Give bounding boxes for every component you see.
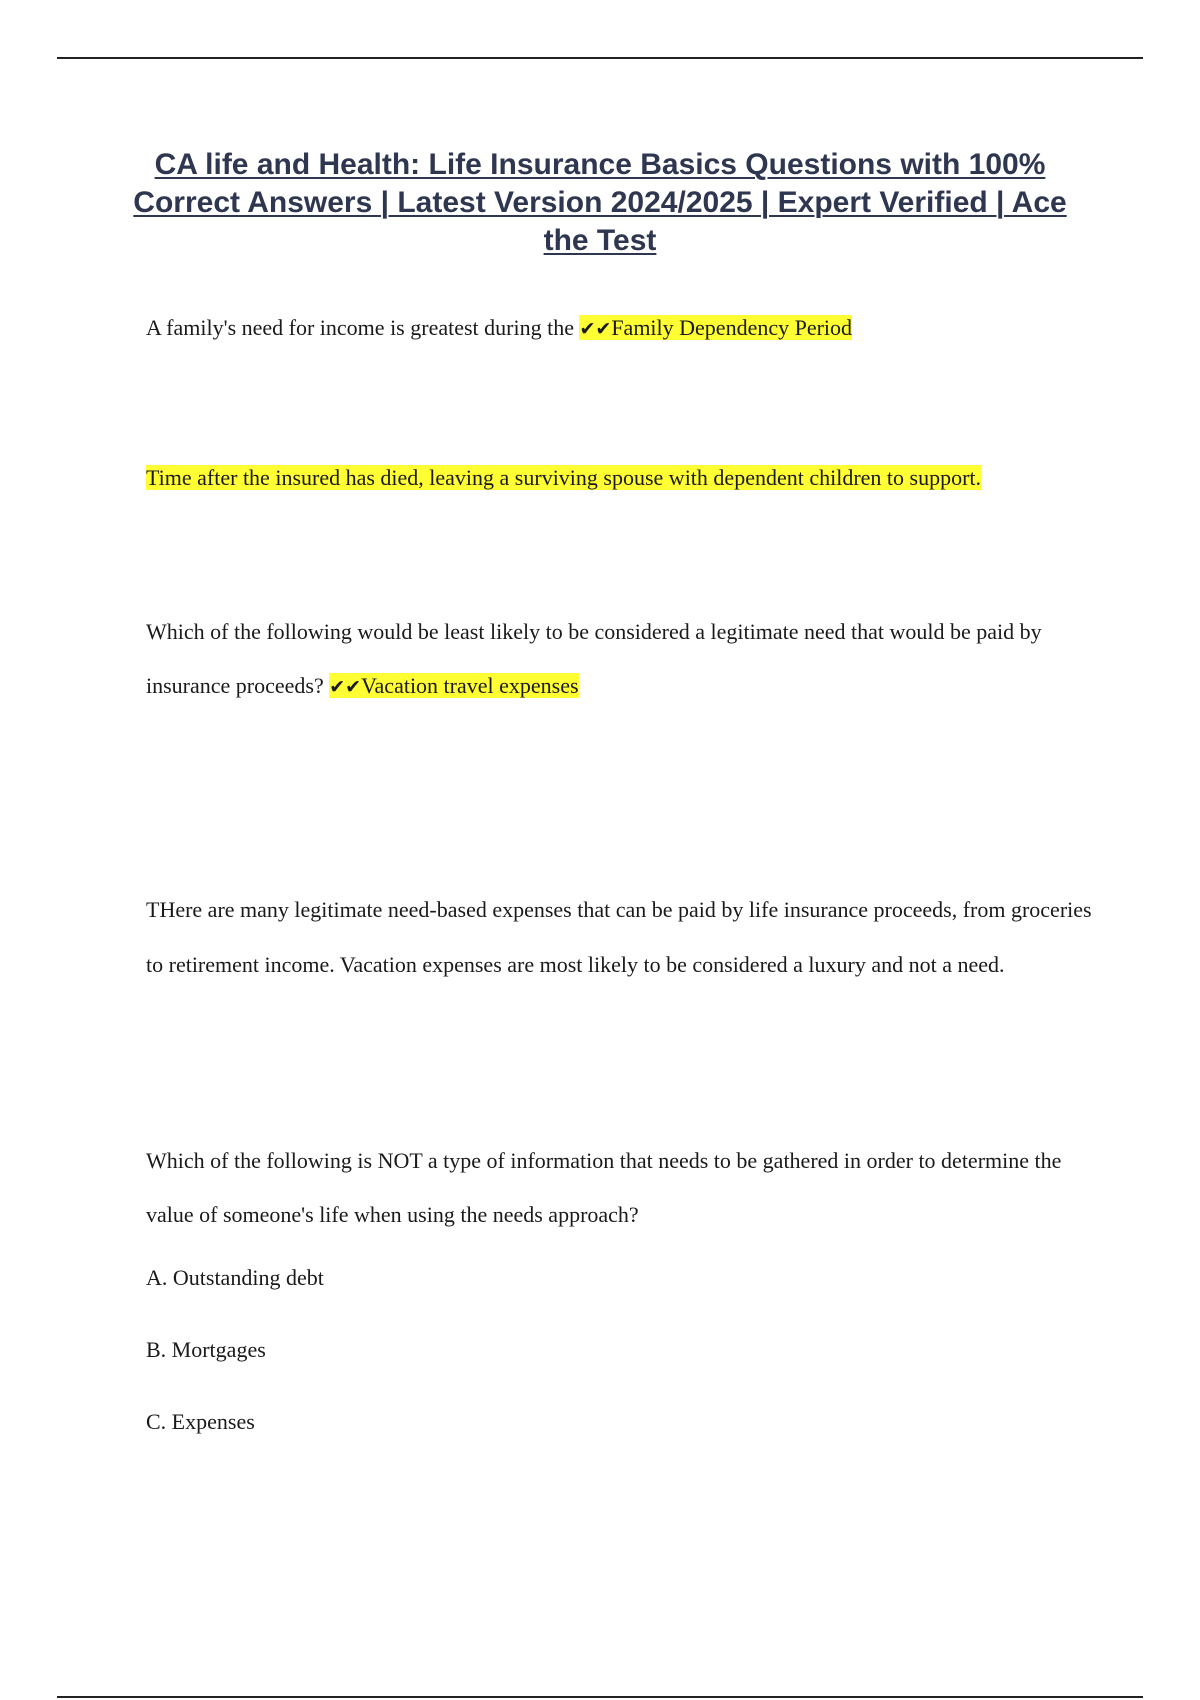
question-1 [146, 312, 1106, 345]
explanation-1-text: Time after the insured has died, leaving a surviving spouse with dependent children to support. [146, 465, 982, 490]
answer-1-highlight [579, 315, 852, 340]
answer-2-text: Vacation travel expenses [361, 673, 579, 698]
question-3: Which of the following is NOT a type of information that needs to be gathered in order to determine the value of someone's life when using the needs approach? [146, 1148, 1062, 1227]
answer-2-highlight [329, 673, 578, 698]
document-title: CA life and Health: Life Insurance Basics Questions with 100% Correct Answers | Latest Version 2024/2025 | Expert Verified | Ace the Test [133, 148, 1067, 257]
explanation-1 [146, 462, 1106, 494]
option-a: A. Outstanding debt [146, 1265, 324, 1290]
check-mark-icon: ✔✔ [329, 676, 362, 698]
explanation-2: THere are many legitimate need-based expenses that can be paid by life insurance proceeds, from groceries to retirement income. Vacation expenses are most likely to be considered a luxury and not a need. [146, 897, 1092, 977]
question-2 [146, 605, 1106, 714]
question-2-text: Which of the following would be least likely to be considered a legitimate need that would be paid by insurance proceeds? [146, 619, 1042, 698]
option-c: C. Expenses [146, 1409, 255, 1434]
check-mark-icon: ✔✔ [579, 318, 612, 340]
bottom-rule [57, 1696, 1143, 1698]
option-b: B. Mortgages [146, 1337, 266, 1362]
top-rule [57, 57, 1143, 59]
question-1-text: A family's need for income is greatest during the [146, 315, 580, 340]
answer-1-text: Family Dependency Period [611, 315, 853, 340]
